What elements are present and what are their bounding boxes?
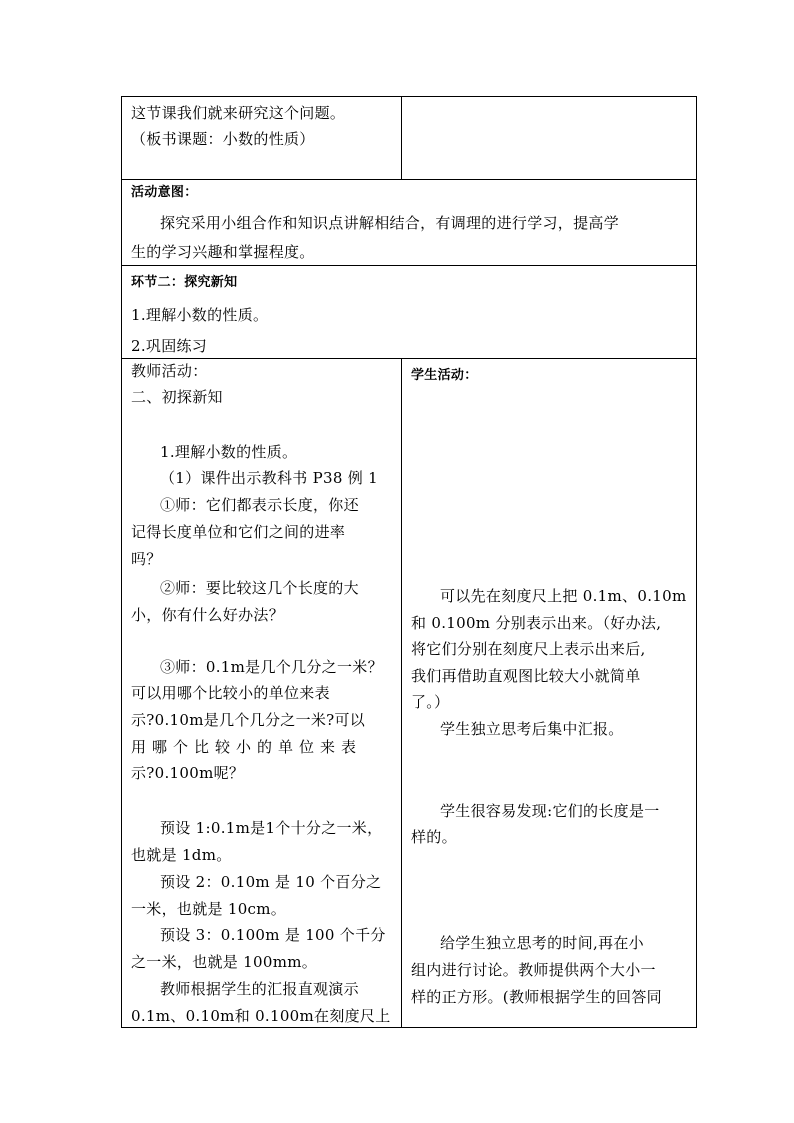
teacher-line: ②师：要比较这几个长度的大 [160, 579, 359, 597]
teacher-line: 0.1m、0.10m和 0.100m在刻度尺上 [131, 1007, 391, 1025]
teacher-line: 用哪个比较小的单位来表 [131, 738, 363, 756]
teacher-line: 示?0.10m是几个几分之一米?可以 [131, 711, 366, 729]
intro-line-1: 这节课我们就来研究这个问题。 [131, 104, 346, 122]
intent-line-2: 生的学习兴趣和掌握程度。 [131, 243, 315, 261]
stage2-heading: 环节二：探究新知 [131, 275, 238, 290]
student-line: 了。） [411, 693, 450, 711]
intro-right-cell [401, 96, 697, 180]
teacher-line: 也就是 1dm。 [131, 846, 232, 864]
teacher-line: 一米，也就是 10cm。 [131, 900, 287, 918]
student-line: 学生很容易发现:它们的长度是一 [440, 802, 660, 820]
student-line: 给学生独立思考的时间,再在小 [440, 934, 644, 952]
teacher-line: ①师：它们都表示长度，你还 [160, 496, 359, 514]
teacher-line: （1）课件出示教科书 P38 例 1 [160, 469, 378, 487]
teacher-line: 二、初探新知 [131, 388, 223, 406]
teacher-line: 教师根据学生的汇报直观演示 [160, 980, 359, 998]
intro-line-2: （板书课题：小数的性质） [131, 130, 315, 148]
teacher-line: 预设 2：0.10m 是 10 个百分之 [160, 873, 382, 891]
student-line: 样的。 [411, 828, 457, 846]
student-line: 样的正方形。(教师根据学生的回答同 [411, 988, 662, 1006]
student-line: 我们再借助直观图比较大小就简单 [411, 667, 641, 685]
teacher-line: 预设 1:0.1m是1个十分之一米， [160, 819, 383, 837]
intent-line-1: 探究采用小组合作和知识点讲解相结合，有调理的进行学习，提高学 [160, 214, 620, 232]
student-line: 组内进行讨论。教师提供两个大小一 [411, 961, 656, 979]
teacher-line: 1.理解小数的性质。 [160, 443, 298, 461]
teacher-line: 可以用哪个比较小的单位来表 [131, 684, 330, 702]
stage2-item-2: 2.巩固练习 [131, 337, 208, 355]
stage2-item-1: 1.理解小数的性质。 [131, 306, 269, 324]
teacher-line: 记得长度单位和它们之间的进率 [131, 523, 346, 541]
teacher-line: 吗？ [131, 550, 162, 568]
teacher-line: 小，你有什么好办法？ [131, 606, 285, 624]
student-line: 可以先在刻度尺上把 0.1m、0.10m [440, 587, 687, 605]
teacher-line: 预设 3：0.100m 是 100 个千分 [160, 926, 386, 944]
teacher-line: 之一米，也就是 100mm。 [131, 953, 318, 971]
teacher-line: 示?0.100m呢？ [131, 764, 245, 782]
intent-heading: 活动意图： [131, 185, 198, 200]
student-line: 学生独立思考后集中汇报。 [440, 720, 624, 738]
student-line: 和 0.100m 分别表示出来。（好办法, [411, 614, 662, 632]
teacher-line: ③师：0.1m是几个几分之一米？ [160, 658, 383, 676]
student-heading: 学生活动： [411, 368, 478, 383]
teacher-heading: 教师活动： [131, 362, 208, 380]
student-line: 将它们分别在刻度尺上表示出来后, [411, 640, 646, 658]
